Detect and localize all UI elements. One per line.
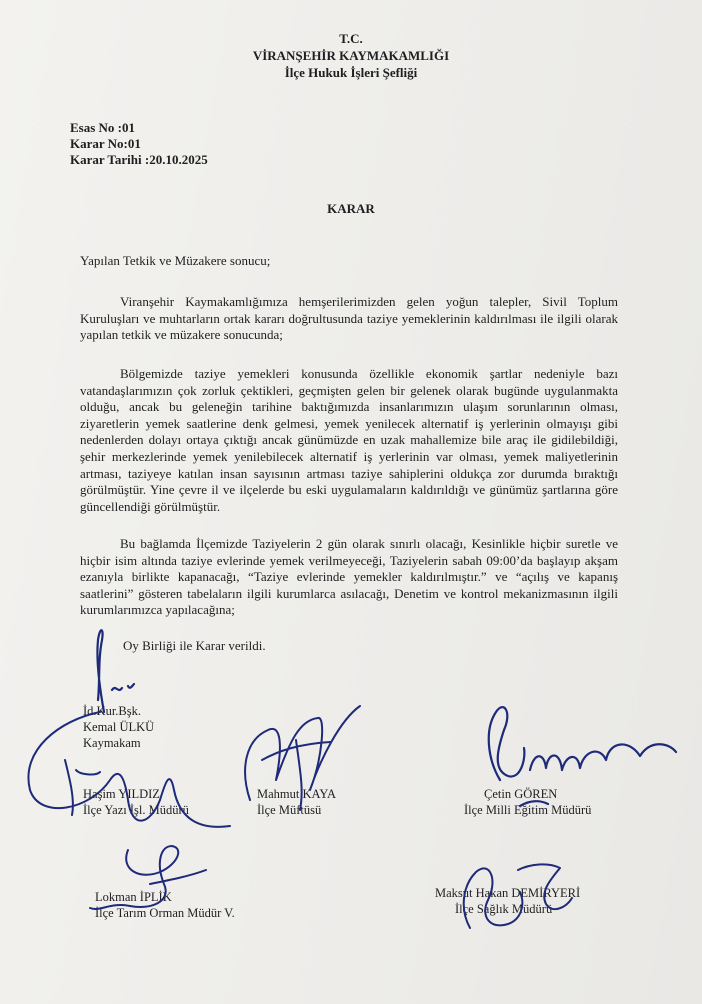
saglik-title: İlçe Sağlık Müdürü	[455, 902, 553, 916]
letterhead	[0, 30, 702, 81]
document-title: KARAR	[327, 201, 375, 216]
yazi-name: Haşim YILDIZ	[83, 787, 160, 801]
muftu-title: İlçe Müftüsü	[257, 803, 322, 817]
tarim-title: İlçe Tarım Orman Müdür V.	[95, 906, 235, 920]
header-department: İlçe Hukuk İşleri Şefliği	[284, 65, 418, 80]
header-institution: VİRANŞEHİR KAYMAKAMLIĞI	[252, 48, 450, 63]
signature-block-egitim	[464, 786, 591, 818]
kaymakam-name: Kemal ÜLKÜ	[83, 720, 155, 734]
egitim-name: Çetin GÖREN	[484, 787, 558, 801]
esas-no: Esas No :01	[70, 120, 136, 135]
paragraph-2: Bölgemizde taziye yemekleri konusunda özellikle ekonomik şartlar nedeniyle bazı vatandaşlarımızın çok zorluk çektikleri, geçmişten gelen bir gelenek olarak bugünde uygulanmakta olduğu, ancak bu geleneğin tarihine baktığımızda insanlarımızın ulaşım sorunlarının olması, ziyaretlerin yemek saatlerine denk gelmesi, yemek yenilecek alternatif iş yerlerinin olmayışı gibi nedenlerden dolayı ortaya çıktığı ancak günümüzde en uzak mahallemize bile araç ile gidilebildiği, şehir merkezlerinde yemek yenilebilecek alternatif iş yerlerinin var olması, yemek maliyetlerinin artması, taziyeye katılan insan sayısının artması taziye sahiplerini oldukça zor durumda bıraktığı görülmüştür. Yine çevre il ve ilçelerde bu eski uygulamaların kaldırıldığı ve günümüz şartlarına göre güncellendiği görülmüştür.	[80, 366, 618, 514]
signature-block-muftu	[257, 786, 336, 818]
kaymakam-title: Kaymakam	[83, 736, 141, 750]
signature-block-kaymakam	[83, 703, 154, 751]
header-tc: T.C.	[339, 31, 363, 46]
paragraph-1: Viranşehir Kaymakamlığımıza hemşerilerimizden gelen yoğun talepler, Sivil Toplum Kuruluşları ve muhtarların ortak kararı doğrultusunda taziye yemeklerinin kaldırılması ile ilgili olarak yapılan tetkik ve müzakere sonucunda;	[80, 294, 618, 343]
signature-block-saglik	[435, 885, 580, 917]
unanimous-decision: Oy Birliği ile Karar verildi.	[123, 638, 266, 653]
paragraph-3: Bu bağlamda İlçemizde Taziyelerin 2 gün olarak sınırlı olacağı, Kesinlikle hiçbir suretle ve hiçbir isim altında taziye evlerinde yemek verilmeyeceği, Taziyelerin sabah 09:00’da başlayıp akşam ezanıyla birlikte kapanacağı, “Taziye evlerinde yemekler kaldırılmıştır.” ve “açılış ve kapanış saatlerini” gösteren tabelaların ilgili kurumlarca asılacağı, Denetim ve kontrol mekanizmasının ilgili kurumlarımızca yapılacağına;	[80, 536, 618, 618]
signature-block-tarim	[95, 889, 235, 921]
karar-tarihi: Karar Tarihi :20.10.2025	[70, 152, 208, 167]
intro-line: Yapılan Tetkik ve Müzakere sonucu;	[80, 253, 271, 268]
saglik-name: Maksut Hakan DEMİRYERİ	[435, 886, 581, 900]
signature-block-yazi	[83, 786, 189, 818]
tarim-name: Lokman İPLİK	[95, 890, 172, 904]
egitim-title: İlçe Milli Eğitim Müdürü	[464, 803, 592, 817]
muftu-name: Mahmut KAYA	[257, 787, 337, 801]
karar-no: Karar No:01	[70, 136, 141, 151]
case-info	[70, 120, 208, 168]
yazi-title: İlçe Yazı İşl. Müdürü	[83, 803, 189, 817]
kaymakam-role: İd.Kur.Bşk.	[83, 704, 141, 718]
